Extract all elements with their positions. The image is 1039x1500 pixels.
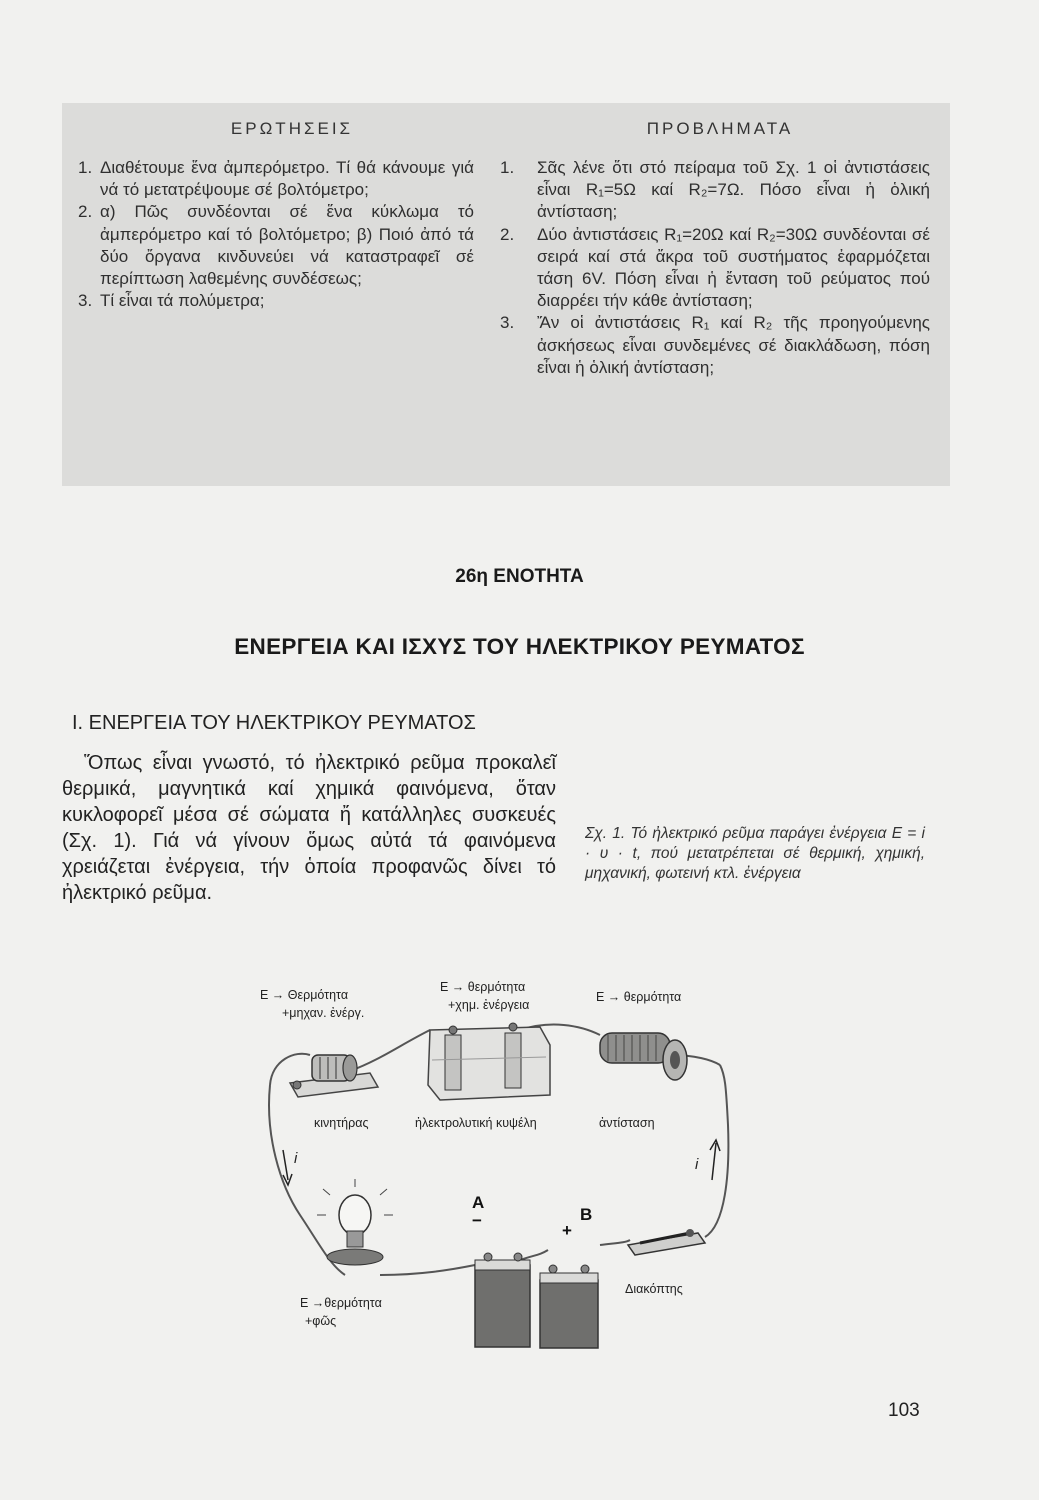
problem-number: 1. <box>500 158 515 177</box>
problems-heading: ΠΡΟΒΛΗΜΑΤΑ <box>646 119 794 138</box>
motor-energy-label-2: +μηχαν. ἐνέργ. <box>282 1006 365 1020</box>
battery-b-drawing <box>540 1265 598 1348</box>
problem-text: Σᾶς λένε ὅτι στό πείραμα τοῦ Σχ. 1 οἱ ἀντιστάσεις εἶναι R₁=5Ω καί R₂=7Ω. Πόσο εἶναι ἡ ὁλική ἀντίσταση; <box>537 158 930 222</box>
problem-item <box>500 224 940 313</box>
circuit-wire <box>705 1065 728 1237</box>
question-number: 2. <box>78 202 93 222</box>
lamp-energy-label-1: E →θερμότητα <box>300 1296 382 1310</box>
circuit-wire <box>600 1240 630 1245</box>
questions-list <box>62 157 502 312</box>
electrolytic-cell-drawing <box>428 1023 550 1100</box>
problem-item <box>500 157 940 224</box>
lamp-drawing <box>317 1179 393 1265</box>
circuit-wire <box>380 1265 475 1275</box>
problems-column <box>500 103 940 379</box>
question-text: α) Πῶς συνδέονται σέ ἕνα κύκλωμα τό ἀμπερόμετρο καί τό βολτόμετρο; β) Ποιό ἀπό τά δύο ὄργανα κινδυνεύει νά καταστραφεῖ σέ περίπτωση λαθεμένης συνδέσεως; <box>100 202 474 289</box>
terminal-b-sign: + <box>562 1221 572 1240</box>
question-text: Διαθέτουμε ἕνα ἀμπερόμετρο. Τί θά κάνουμε γιά νά τό μετατρέψουμε σέ βολτόμετρο; <box>100 158 474 200</box>
question-item <box>62 290 502 312</box>
circuit-wire <box>520 1250 548 1260</box>
circuit-drawing <box>250 975 770 1350</box>
question-number: 1. <box>78 158 93 177</box>
question-item <box>62 157 502 201</box>
motor-label: κινητήρας <box>314 1116 369 1130</box>
figure-caption: Σχ. 1. Τό ἠλεκτρικό ρεῦμα παράγει ἐνέργεια E = i · υ · t, πού μετατρέπεται σέ θερμική, χημική, μηχανική, φωτεινή κτλ. ἐνέργεια <box>585 825 925 882</box>
unit-heading: 26η ΕΝΟΤΗΤΑ <box>455 566 584 587</box>
problem-text: Ἄν οἱ ἀντιστάσεις R₁ καί R₂ τῆς προηγούμενης ἀσκήσεως εἶναι συνδεμένες σέ διακλάδωση, πόση εἶναι ἡ ὁλική ἀντίσταση; <box>537 313 930 377</box>
circuit-figure <box>250 975 770 1350</box>
exercise-box <box>62 103 950 486</box>
question-text: Τί εἶναι τά πολύμετρα; <box>100 291 265 311</box>
resistor-energy-label: E → θερμότητα <box>596 990 682 1004</box>
page-number: 103 <box>888 1400 920 1421</box>
problem-item <box>500 312 940 379</box>
question-item <box>62 201 502 290</box>
circuit-wire <box>350 1030 430 1071</box>
body-paragraph: Ὅπως εἶναι γνωστό, τό ἠλεκτρικό ρεῦμα προκαλεῖ θερμικά, μαγνητικά καί χημικά φαινόμενα, ὅταν κυκλοφορεῖ μέσα σέ σώματα ἤ κατάλληλες συσκευές (Σχ. 1). Γιά νά γίνουν ὅμως αὐτά τά φαινόμενα χρειάζεται ἐνέργεια, τήν ὁποία προφανῶς δίνει τό ἠλεκτρικό ρεῦμα. <box>62 752 556 904</box>
resistor-label: ἀντίσταση <box>599 1116 655 1130</box>
cell-label: ἠλεκτρολυτική κυψέλη <box>415 1116 537 1130</box>
cell-energy-label-2: +χημ. ἐνέργεια <box>448 998 530 1012</box>
current-arrow-right <box>712 1143 716 1180</box>
problems-list <box>500 157 940 379</box>
motor-energy-label-1: E → Θερμότητα <box>260 988 349 1002</box>
switch-drawing <box>628 1229 705 1255</box>
switch-label: Διακόπτης <box>625 1282 683 1296</box>
motor-drawing <box>290 1055 378 1097</box>
problem-number: 3. <box>500 313 515 333</box>
cell-energy-label-1: E → θερμότητα <box>440 980 526 994</box>
lamp-energy-label-2: +φῶς <box>305 1314 337 1328</box>
terminal-a-label: A <box>472 1193 485 1212</box>
circuit-wire <box>269 1085 345 1275</box>
resistor-drawing <box>600 1033 687 1080</box>
problem-text: Δύο ἀντιστάσεις R₁=20Ω καί R₂=30Ω συνδέονται σέ σειρά καί στά ἄκρα τοῦ συστήματος ἐφαρμόζεται τάση 6V. Πόση εἶναι ἡ ἔνταση τοῦ ρεύματος πού διαρρέει τήν κάθε ἀντίσταση; <box>537 224 930 311</box>
current-symbol-left: i <box>294 1150 298 1167</box>
current-symbol-right: i <box>695 1156 699 1173</box>
chapter-title: ΕΝΕΡΓΕΙΑ ΚΑΙ ΙΣΧΥΣ ΤΟΥ ΗΛΕΚΤΡΙΚΟΥ ΡΕΥΜΑΤΟΣ <box>234 634 805 659</box>
terminal-b-label: B <box>580 1205 593 1224</box>
problem-number: 2. <box>500 224 515 244</box>
questions-column <box>62 103 502 312</box>
questions-heading: ΕΡΩΤΗΣΕΙΣ <box>230 119 354 138</box>
section-heading: Ι. ΕΝΕΡΓΕΙΑ ΤΟΥ ΗΛΕΚΤΡΙΚΟΥ ΡΕΥΜΑΤΟΣ <box>72 712 476 734</box>
battery-a-drawing <box>475 1253 530 1347</box>
question-number: 3. <box>78 291 93 311</box>
terminal-a-sign: − <box>472 1211 482 1230</box>
circuit-wire <box>270 1054 310 1085</box>
